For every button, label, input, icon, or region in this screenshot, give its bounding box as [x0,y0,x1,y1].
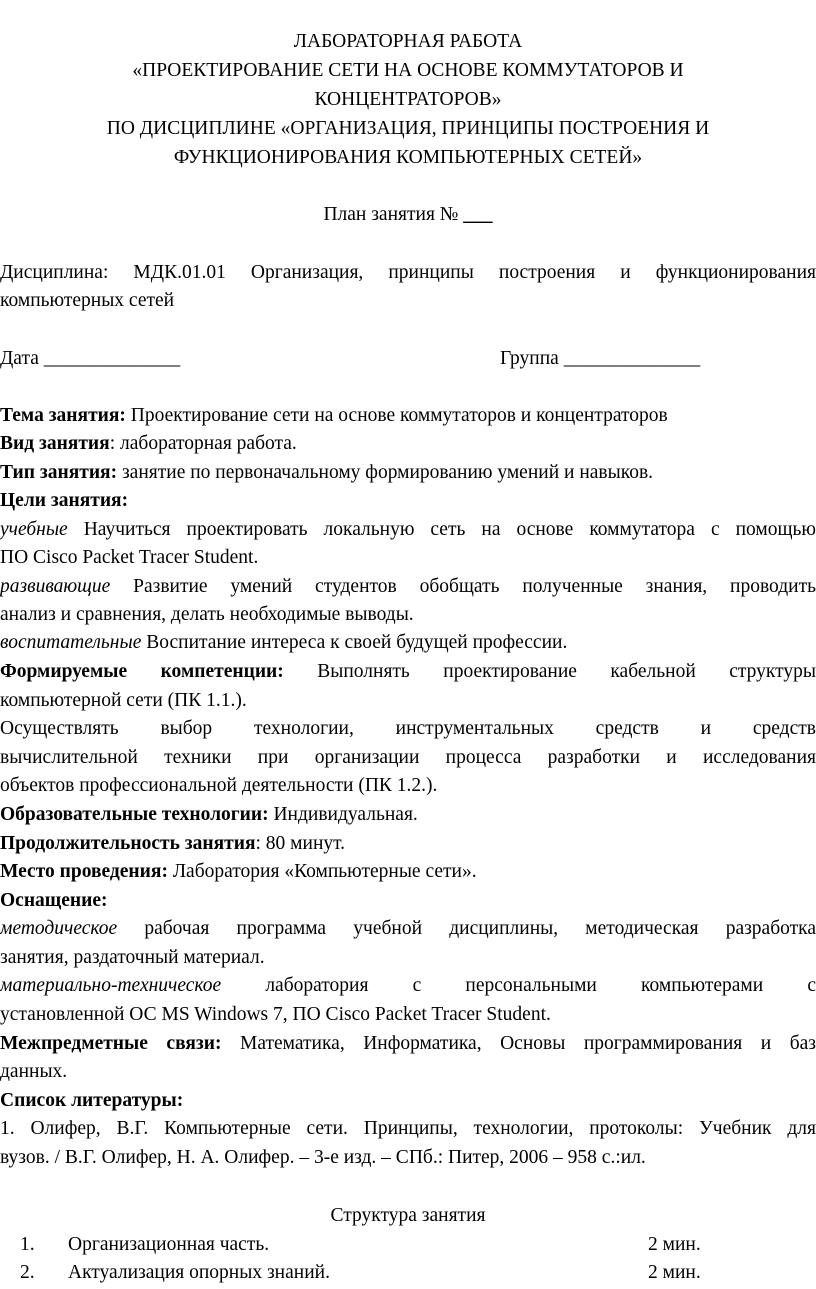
structure-item-time: 2 мин. [648,1234,701,1255]
group-label: Группа [500,348,559,369]
competencies-line-4: вычислительной техники при организации процесса разработки и исследования [0,747,816,768]
goal-upb-text: Воспитание интереса к своей будущей профессии. [141,632,568,653]
structure-item-number: 2. [20,1262,35,1283]
structure-item-text: Актуализация опорных знаний. [68,1262,330,1283]
equipment-method-line-2: занятия, раздаточный материал. [0,947,265,968]
kind-text: : лабораторная работа. [109,433,297,454]
literature-line-2: вузов. / В.Г. Олифер, Н. А. Олифер. – 3-е изд. – СПб.: Питер, 2006 – 958 с.:ил. [0,1147,646,1168]
equipment-method-text: рабочая программа учебной дисциплины, методическая разработка [117,918,816,939]
goal-upb-line-1 [0,630,816,656]
type-text: занятие по первоначальному формированию умений и навыков. [117,462,654,483]
goal-edu-line-1 [0,517,816,543]
group-field [500,346,700,372]
structure-item-number: 1. [20,1234,35,1255]
place-line [0,859,816,885]
equipment-method-line-1 [0,916,816,942]
goal-edu-line-2: ПО Cisco Packet Tracer Student. [0,547,259,568]
duration-line [0,831,816,857]
goal-edu-text: Научиться проектировать локальную сеть на основе коммутатора с помощью [67,519,816,540]
interdisciplinary-text: Математика, Информатика, Основы программирования и баз [221,1033,816,1054]
goal-edu-label: учебные [0,519,68,540]
topic-label: Тема занятия: [0,405,126,426]
competencies-line-2: компьютерной сети (ПК 1.1.). [0,690,247,711]
date-group-line [0,346,816,372]
equipment-method-label: методическое [0,918,118,939]
type-line [0,460,816,486]
structure-title: Структура занятия [330,1205,486,1226]
topic-line [0,403,816,429]
literature-label: Список литературы: [0,1090,184,1111]
place-label: Место проведения: [0,861,168,882]
kind-line [0,431,816,457]
doc-title-line-4: ПО ДИСЦИПЛИНЕ «ОРГАНИЗАЦИЯ, ПРИНЦИПЫ ПОСТРОЕНИЯ И [106,118,710,139]
equipment-mat-line-2: установленной ОС MS Windows 7, ПО Cisco Packet Tracer Student. [0,1004,551,1025]
discipline-line-2: компьютерных сетей [0,290,175,311]
plan-line [0,202,816,228]
goal-dev-text: Развитие умений студентов обобщать полученные знания, проводить [110,576,816,597]
goal-dev-line-2: анализ и сравнения, делать необходимые выводы. [0,604,414,625]
competencies-line-5: объектов профессиональной деятельности (ПК 1.2.). [0,775,438,796]
duration-label: Продолжительность занятия [0,833,256,854]
competencies-text: Выполнять проектирование кабельной структуры [283,661,816,682]
doc-title-line-2: «ПРОЕКТИРОВАНИЕ СЕТИ НА ОСНОВЕ КОММУТАТОРОВ И [132,60,684,81]
tech-label: Образовательные технологии: [0,804,269,825]
competencies-label: Формируемые компетенции: [0,661,284,682]
type-label: Тип занятия: [0,462,118,483]
literature-heading [0,1088,816,1114]
interdisciplinary-label: Межпредметные связи: [0,1033,222,1054]
goal-dev-line-1 [0,574,816,600]
interdisciplinary-line-2: данных. [0,1061,68,1082]
equipment-mat-text: лаборатория с персональными компьютерами с [221,975,816,996]
structure-item-text: Организационная часть. [68,1234,270,1255]
doc-title-line-3: КОНЦЕНТРАТОРОВ» [314,89,502,110]
goals-label: Цели занятия: [0,490,129,511]
duration-text: : 80 минут. [255,833,346,854]
competencies-line-3: Осуществлять выбор технологии, инструментальных средств и средств [0,718,816,739]
structure-item-time: 2 мин. [648,1262,701,1283]
discipline-line-1: Дисциплина: МДК.01.01 Организация, принципы построения и функционирования [0,262,816,283]
date-label: Дата [0,348,39,369]
equipment-mat-label: материально-техническое [0,975,222,996]
tech-line [0,802,816,828]
literature-line-1: 1. Олифер, В.Г. Компьютерные сети. Принципы, технологии, протоколы: Учебник для [0,1118,816,1139]
plan-number-blank: ___ [463,204,493,225]
competencies-line-1 [0,659,816,685]
equipment-mat-line-1 [0,973,816,999]
topic-text: Проектирование сети на основе коммутаторов и концентраторов [125,405,668,426]
tech-text: Индивидуальная. [268,804,418,825]
kind-label: Вид занятия [0,433,110,454]
equipment-label: Оснащение: [0,890,108,911]
goals-heading [0,488,816,514]
plan-label: План занятия № [323,204,459,225]
doc-title-line-5: ФУНКЦИОНИРОВАНИЯ КОМПЬЮТЕРНЫХ СЕТЕЙ» [173,147,643,168]
doc-title-line-1: ЛАБОРАТОРНАЯ РАБОТА [293,31,523,52]
group-blank: ______________ [563,348,701,369]
goal-dev-label: развивающие [0,576,111,597]
date-blank: ______________ [43,348,181,369]
equipment-heading [0,888,816,914]
goal-upb-label: воспитательные [0,632,142,653]
interdisciplinary-line-1 [0,1031,816,1057]
place-text: Лаборатория «Компьютерные сети». [167,861,477,882]
